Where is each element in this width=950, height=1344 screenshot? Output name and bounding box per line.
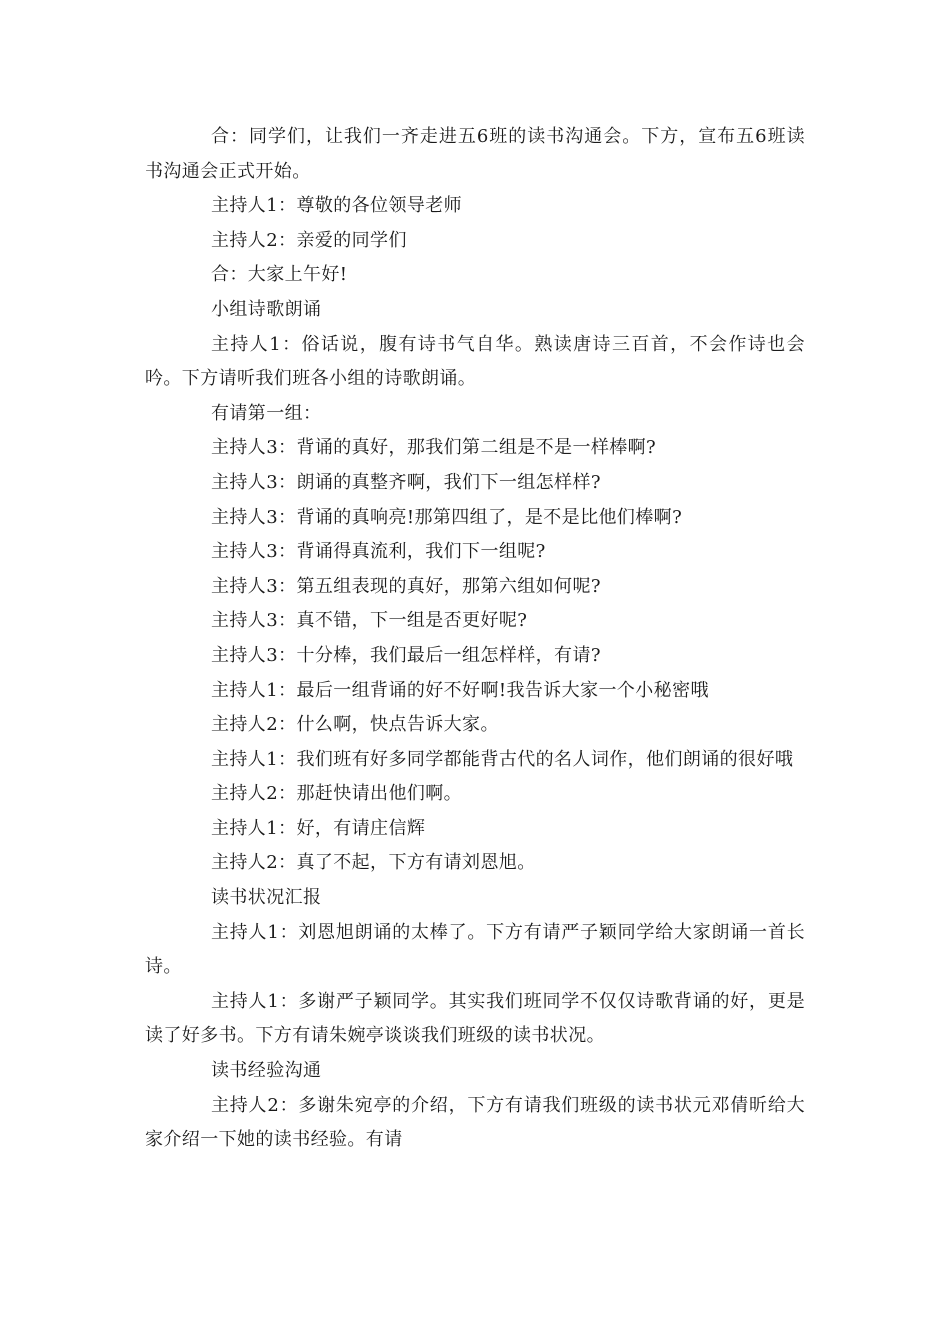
- paragraph: 主持人2：什么啊，快点告诉大家。: [211, 714, 499, 736]
- paragraph: 主持人1：最后一组背诵的好不好啊!我告诉大家一个小秘密哦: [211, 679, 709, 701]
- paragraph: 主持人3：背诵得真流利，我们下一组呢?: [211, 541, 546, 563]
- paragraph: 主持人3：朗诵的真整齐啊，我们下一组怎样样?: [211, 471, 601, 493]
- paragraph: 主持人2：多谢朱宛亭的介绍，下方有请我们班级的读书状元邓倩昕给大家介绍一下她的读书经验。有请: [145, 1094, 805, 1151]
- paragraph: 主持人3：背诵的真响亮!那第四组了，是不是比他们棒啊?: [211, 506, 683, 528]
- document-body: [145, 120, 805, 1158]
- section-heading: 读书经验沟通: [211, 1060, 322, 1082]
- paragraph: 主持人1：我们班有好多同学都能背古代的名人词作，他们朗诵的很好哦: [211, 748, 794, 770]
- paragraph: 主持人3：背诵的真好，那我们第二组是不是一样棒啊?: [211, 437, 657, 459]
- section-heading: 读书状况汇报: [211, 887, 322, 909]
- paragraph: 主持人3：第五组表现的真好，那第六组如何呢?: [211, 575, 601, 597]
- paragraph: 合：大家上午好!: [211, 264, 348, 286]
- paragraph: 主持人1：好，有请庄信辉: [211, 817, 426, 839]
- paragraph: 主持人1：多谢严子颖同学。其实我们班同学不仅仅诗歌背诵的好，更是读了好多书。下方有请朱婉亭谈谈我们班级的读书状况。: [145, 990, 805, 1047]
- paragraph: 主持人2：那赶快请出他们啊。: [211, 783, 463, 805]
- paragraph: 合：同学们，让我们一齐走进五6班的读书沟通会。下方，宣布五6班读书沟通会正式开始。: [145, 126, 805, 182]
- paragraph: 主持人3：真不错，下一组是否更好呢?: [211, 610, 528, 632]
- paragraph: 主持人3：十分棒，我们最后一组怎样样，有请?: [211, 644, 601, 666]
- paragraph: 主持人2：亲爱的同学们: [211, 229, 407, 251]
- paragraph: 主持人1：尊敬的各位领导老师: [211, 195, 463, 217]
- paragraph: 主持人2：真了不起，下方有请刘恩旭。: [211, 852, 536, 874]
- paragraph: 主持人1：刘恩旭朗诵的太棒了。下方有请严子颖同学给大家朗诵一首长诗。: [145, 921, 805, 978]
- section-heading: 小组诗歌朗诵: [211, 298, 322, 320]
- paragraph: 有请第一组：: [211, 402, 322, 424]
- paragraph: 主持人1：俗话说，腹有诗书气自华。熟读唐诗三百首，不会作诗也会吟。下方请听我们班各小组的诗歌朗诵。: [145, 333, 805, 390]
